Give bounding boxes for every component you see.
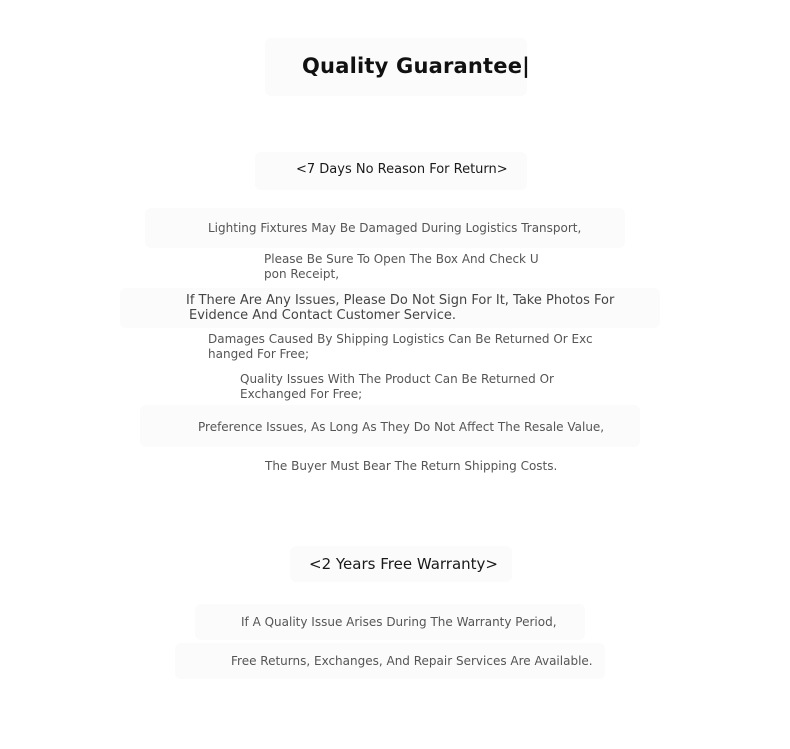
return-line: Preference Issues, As Long As They Do Not Affect The Resale Value, — [198, 420, 605, 434]
return-line: Evidence And Contact Customer Service. — [189, 308, 456, 323]
return-line: If There Are Any Issues, Please Do Not Sign For It, Take Photos For — [186, 293, 615, 308]
warranty-line: Free Returns, Exchanges, And Repair Services Are Available. — [231, 654, 593, 668]
return-line: Damages Caused By Shipping Logistics Can Be Returned Or Exc — [208, 332, 593, 346]
page-title: Quality Guarantee| — [302, 54, 531, 78]
return-line: Lighting Fixtures May Be Damaged During Logistics Transport, — [208, 221, 582, 235]
return-line: Please Be Sure To Open The Box And Check U — [264, 252, 539, 266]
return-section-heading: <7 Days No Reason For Return> — [296, 162, 508, 177]
return-line: Quality Issues With The Product Can Be Returned Or — [240, 372, 554, 386]
return-line: pon Receipt, — [264, 267, 340, 281]
return-line: Exchanged For Free; — [240, 387, 363, 401]
return-line: hanged For Free; — [208, 347, 310, 361]
return-line: The Buyer Must Bear The Return Shipping Costs. — [265, 459, 558, 473]
warranty-section-heading: <2 Years Free Warranty> — [309, 555, 498, 573]
warranty-line: If A Quality Issue Arises During The Warranty Period, — [241, 615, 557, 629]
